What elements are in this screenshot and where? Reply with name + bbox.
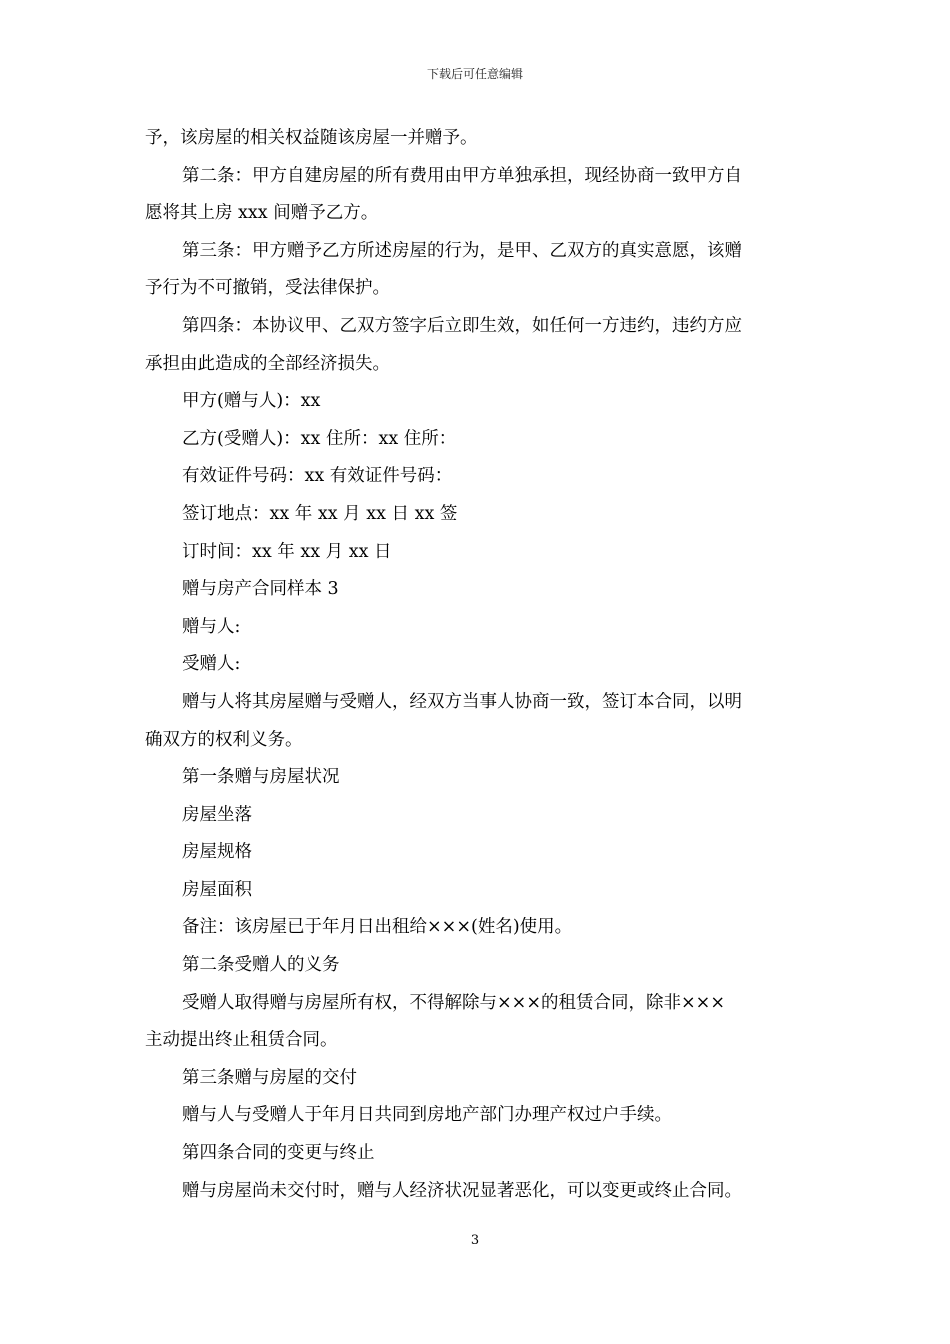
page-header: 下载后可任意编辑: [426, 67, 523, 81]
text-line: 赠与房屋尚未交付时，赠与人经济状况显著恶化，可以变更或终止合同。: [182, 1180, 742, 1201]
text-line: 备注：该房屋已于年月日出租给×××(姓名)使用。: [182, 917, 573, 938]
text-line: 房屋坐落: [182, 804, 252, 825]
text-line: 受赠人取得赠与房屋所有权，不得解除与×××的租赁合同，除非×××: [182, 992, 725, 1013]
text-line: 房屋面积: [182, 879, 252, 900]
text-line: 第四条合同的变更与终止: [182, 1143, 375, 1164]
text-line: 承担由此造成的全部经济损失。: [145, 353, 390, 374]
text-line: 主动提出终止租赁合同。: [145, 1030, 338, 1051]
text-line: 签订地点：xx 年 xx 月 xx 日 xx 签: [182, 503, 458, 524]
text-line: 房屋规格: [182, 842, 252, 863]
text-line: 第三条赠与房屋的交付: [182, 1067, 357, 1088]
text-line: 甲方(赠与人)：xx: [182, 391, 321, 412]
text-line: 赠与人与受赠人于年月日共同到房地产部门办理产权过户手续。: [182, 1105, 672, 1126]
text-line: 愿将其上房 xxx 间赠予乙方。: [145, 203, 379, 224]
text-line: 赠与人将其房屋赠与受赠人，经双方当事人协商一致，签订本合同，以明: [182, 691, 742, 712]
text-line: 有效证件号码：xx 有效证件号码：: [182, 466, 453, 487]
text-line: 受赠人:: [182, 654, 241, 675]
text-line: 予，该房屋的相关权益随该房屋一并赠予。: [145, 128, 478, 148]
text-line: 订时间：xx 年 xx 月 xx 日: [182, 541, 392, 562]
text-line: 乙方(受赠人)：xx 住所：xx 住所：: [182, 428, 457, 449]
document-body: [145, 120, 807, 1210]
text-line: 第二条受赠人的义务: [182, 955, 340, 976]
text-line: 赠与人:: [182, 616, 241, 637]
text-line: 第三条：甲方赠予乙方所述房屋的行为，是甲、乙双方的真实意愿，该赠: [182, 240, 742, 261]
text-line: 确双方的权利义务。: [145, 729, 303, 750]
page-number: 3: [470, 1233, 480, 1248]
text-line: 第四条：本协议甲、乙双方签字后立即生效，如任何一方违约，违约方应: [182, 315, 742, 336]
text-line: 第一条赠与房屋状况: [182, 767, 340, 788]
text-line: 予行为不可撤销，受法律保护。: [145, 278, 390, 299]
text-line: 赠与房产合同样本 3: [182, 579, 339, 600]
text-line: 第二条：甲方自建房屋的所有费用由甲方单独承担，现经协商一致甲方自: [182, 165, 742, 186]
